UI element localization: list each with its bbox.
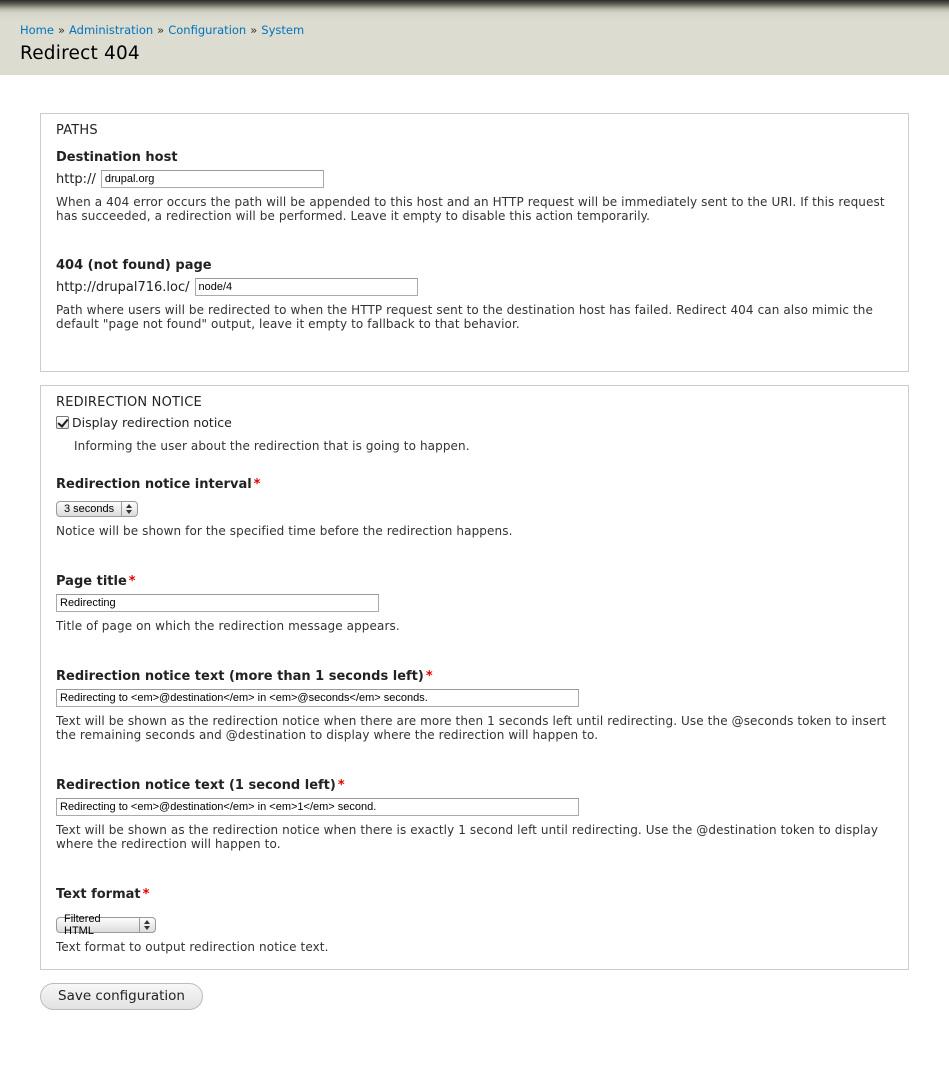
page-title-item <box>56 574 893 633</box>
destination-host-description: When a 404 error occurs the path will be appended to this host and an HTTP request will be immediately sent to the URI. If this request has succeeded, a redirection will be performed. Leave it empty to disable this action temporarily. <box>56 195 885 223</box>
breadcrumb-separator: » <box>57 23 66 37</box>
breadcrumb-administration-link[interactable]: Administration <box>69 23 154 37</box>
not-found-page-prefix: http://drupal716.loc/ <box>56 279 190 295</box>
not-found-page-label: 404 (not found) page <box>56 258 212 273</box>
text-format-item <box>56 887 893 954</box>
interval-label <box>56 477 893 493</box>
text-format-label <box>56 887 893 903</box>
breadcrumb <box>20 23 304 37</box>
destination-host-input[interactable] <box>101 170 324 188</box>
not-found-page-item <box>56 258 893 331</box>
page-title-description: Title of page on which the redirection message appears. <box>56 619 400 633</box>
text-one-input[interactable] <box>56 798 579 816</box>
page-title-input[interactable] <box>56 594 379 612</box>
form-actions <box>40 983 909 1010</box>
text-format-select[interactable] <box>56 913 156 937</box>
display-notice-checkbox[interactable] <box>56 416 69 429</box>
required-marker: * <box>425 669 433 684</box>
required-marker: * <box>128 574 136 589</box>
paths-fieldset <box>40 113 909 372</box>
destination-host-prefix: http:// <box>56 171 96 187</box>
display-notice-label[interactable]: Display redirection notice <box>72 415 232 430</box>
interval-description: Notice will be shown for the specified time before the redirection happens. <box>56 524 513 538</box>
destination-host-label: Destination host <box>56 150 178 165</box>
redirection-notice-legend: REDIRECTION NOTICE <box>56 395 202 410</box>
interval-select-value: 3 seconds <box>64 503 115 515</box>
text-many-description: Text will be shown as the redirection notice when there are more then 1 seconds left until redirecting. Use the @seconds token to insert the remaining seconds and @destination to display where the redirection will happen to. <box>56 714 887 742</box>
breadcrumb-separator: » <box>157 23 165 37</box>
paths-legend: PATHS <box>56 123 98 138</box>
text-one-item <box>56 778 893 851</box>
text-format-label-text: Text format <box>56 887 141 902</box>
text-format-select-value: Filtered HTML <box>64 913 101 937</box>
text-format-description: Text format to output redirection notice text. <box>56 940 329 954</box>
interval-label-text: Redirection notice interval <box>56 477 252 492</box>
required-marker: * <box>337 778 345 793</box>
page-header <box>0 0 949 75</box>
text-many-label-text: Redirection notice text (more than 1 seconds left) <box>56 669 424 684</box>
save-configuration-button[interactable]: Save configuration <box>40 983 203 1010</box>
required-marker: * <box>253 477 261 492</box>
main-content <box>0 75 949 1010</box>
display-notice-row[interactable] <box>56 415 893 430</box>
destination-host-item <box>56 150 893 223</box>
interval-item <box>56 477 893 538</box>
breadcrumb-separator: » <box>250 23 258 37</box>
text-many-label <box>56 669 893 685</box>
not-found-page-input[interactable] <box>195 278 418 296</box>
display-notice-item <box>56 415 893 453</box>
not-found-page-description: Path where users will be redirected to when the HTTP request sent to the destination host has failed. Redirect 404 can also mimic the default "page not found" output, leave it empty to fallback to that behavior. <box>56 303 873 331</box>
breadcrumb-system-link[interactable]: System <box>261 23 305 37</box>
text-one-description: Text will be shown as the redirection notice when there is exactly 1 second left until redirecting. Use the @destination token to display where the redirection will happen to. <box>56 823 879 851</box>
display-notice-description: Informing the user about the redirection that is going to happen. <box>74 439 470 453</box>
text-one-label-text: Redirection notice text (1 second left) <box>56 778 336 793</box>
not-found-page-row <box>56 278 893 296</box>
redirection-notice-fieldset <box>40 385 909 970</box>
page-title-label-text: Page title <box>56 574 127 589</box>
select-arrows-icon <box>121 502 137 516</box>
page-title: Redirect 404 <box>20 43 140 64</box>
interval-select[interactable] <box>56 501 138 517</box>
text-one-label <box>56 778 893 794</box>
text-many-input[interactable] <box>56 689 579 707</box>
text-many-item <box>56 669 893 742</box>
breadcrumb-home-link[interactable]: Home <box>20 23 54 37</box>
select-arrows-icon <box>139 918 155 932</box>
required-marker: * <box>142 887 150 902</box>
destination-host-row <box>56 170 893 188</box>
page-title-label <box>56 574 893 590</box>
breadcrumb-configuration-link[interactable]: Configuration <box>168 23 247 37</box>
